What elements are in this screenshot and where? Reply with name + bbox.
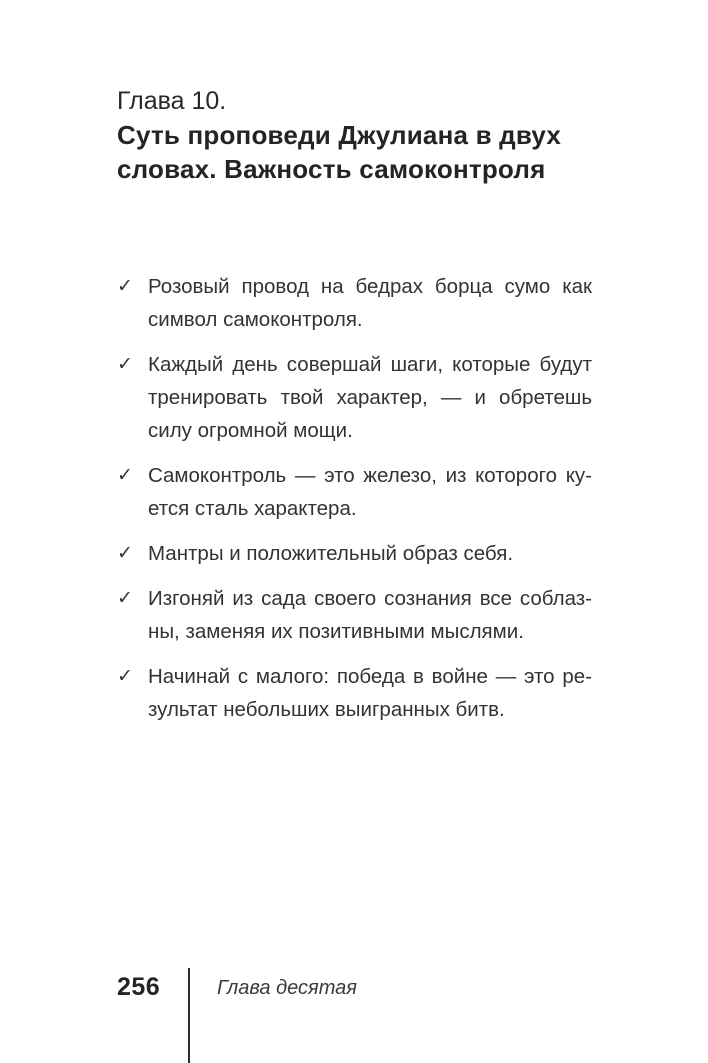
chapter-number: Глава 10. [117,87,227,115]
checkmark-icon: ✓ [117,666,133,687]
list-item [117,660,592,726]
running-title: Глава десятая [217,977,357,999]
list-item-text: Мантры и положительный образ себя. [148,542,514,565]
list-item-text: Начинай с малого: победа в войне — это результат небольших выигранных битв. [148,665,592,721]
chapter-summary-list [117,270,592,726]
page-content [117,84,592,738]
list-item [117,537,592,570]
chapter-title-block [117,84,592,186]
checkmark-icon: ✓ [117,354,133,375]
list-item-text: Изгоняй из сада своего сознания все соблазны, заменяя их позитивными мыслями. [148,587,592,643]
chapter-heading: Суть проповеди Джулиана в двух словах. Важность самоконтроля [117,120,562,184]
list-item-text: Каждый день совершай шаги, которые будут тренировать твой характер, — и обретешь силу огромной мощи. [148,353,592,442]
checkmark-icon: ✓ [117,276,133,297]
list-item-text: Розовый провод на бедрах борца сумо как символ самоконтроля. [148,275,592,331]
list-item [117,270,592,336]
list-item [117,459,592,525]
checkmark-icon: ✓ [117,543,133,564]
list-item [117,582,592,648]
page-number: 256 [117,973,161,1001]
footer-divider [188,968,190,1063]
checkmark-icon: ✓ [117,465,133,486]
page-footer [0,965,708,1063]
list-item [117,348,592,447]
list-item-text: Самоконтроль — это железо, из которого куется сталь характера. [148,464,592,520]
checkmark-icon: ✓ [117,588,133,609]
